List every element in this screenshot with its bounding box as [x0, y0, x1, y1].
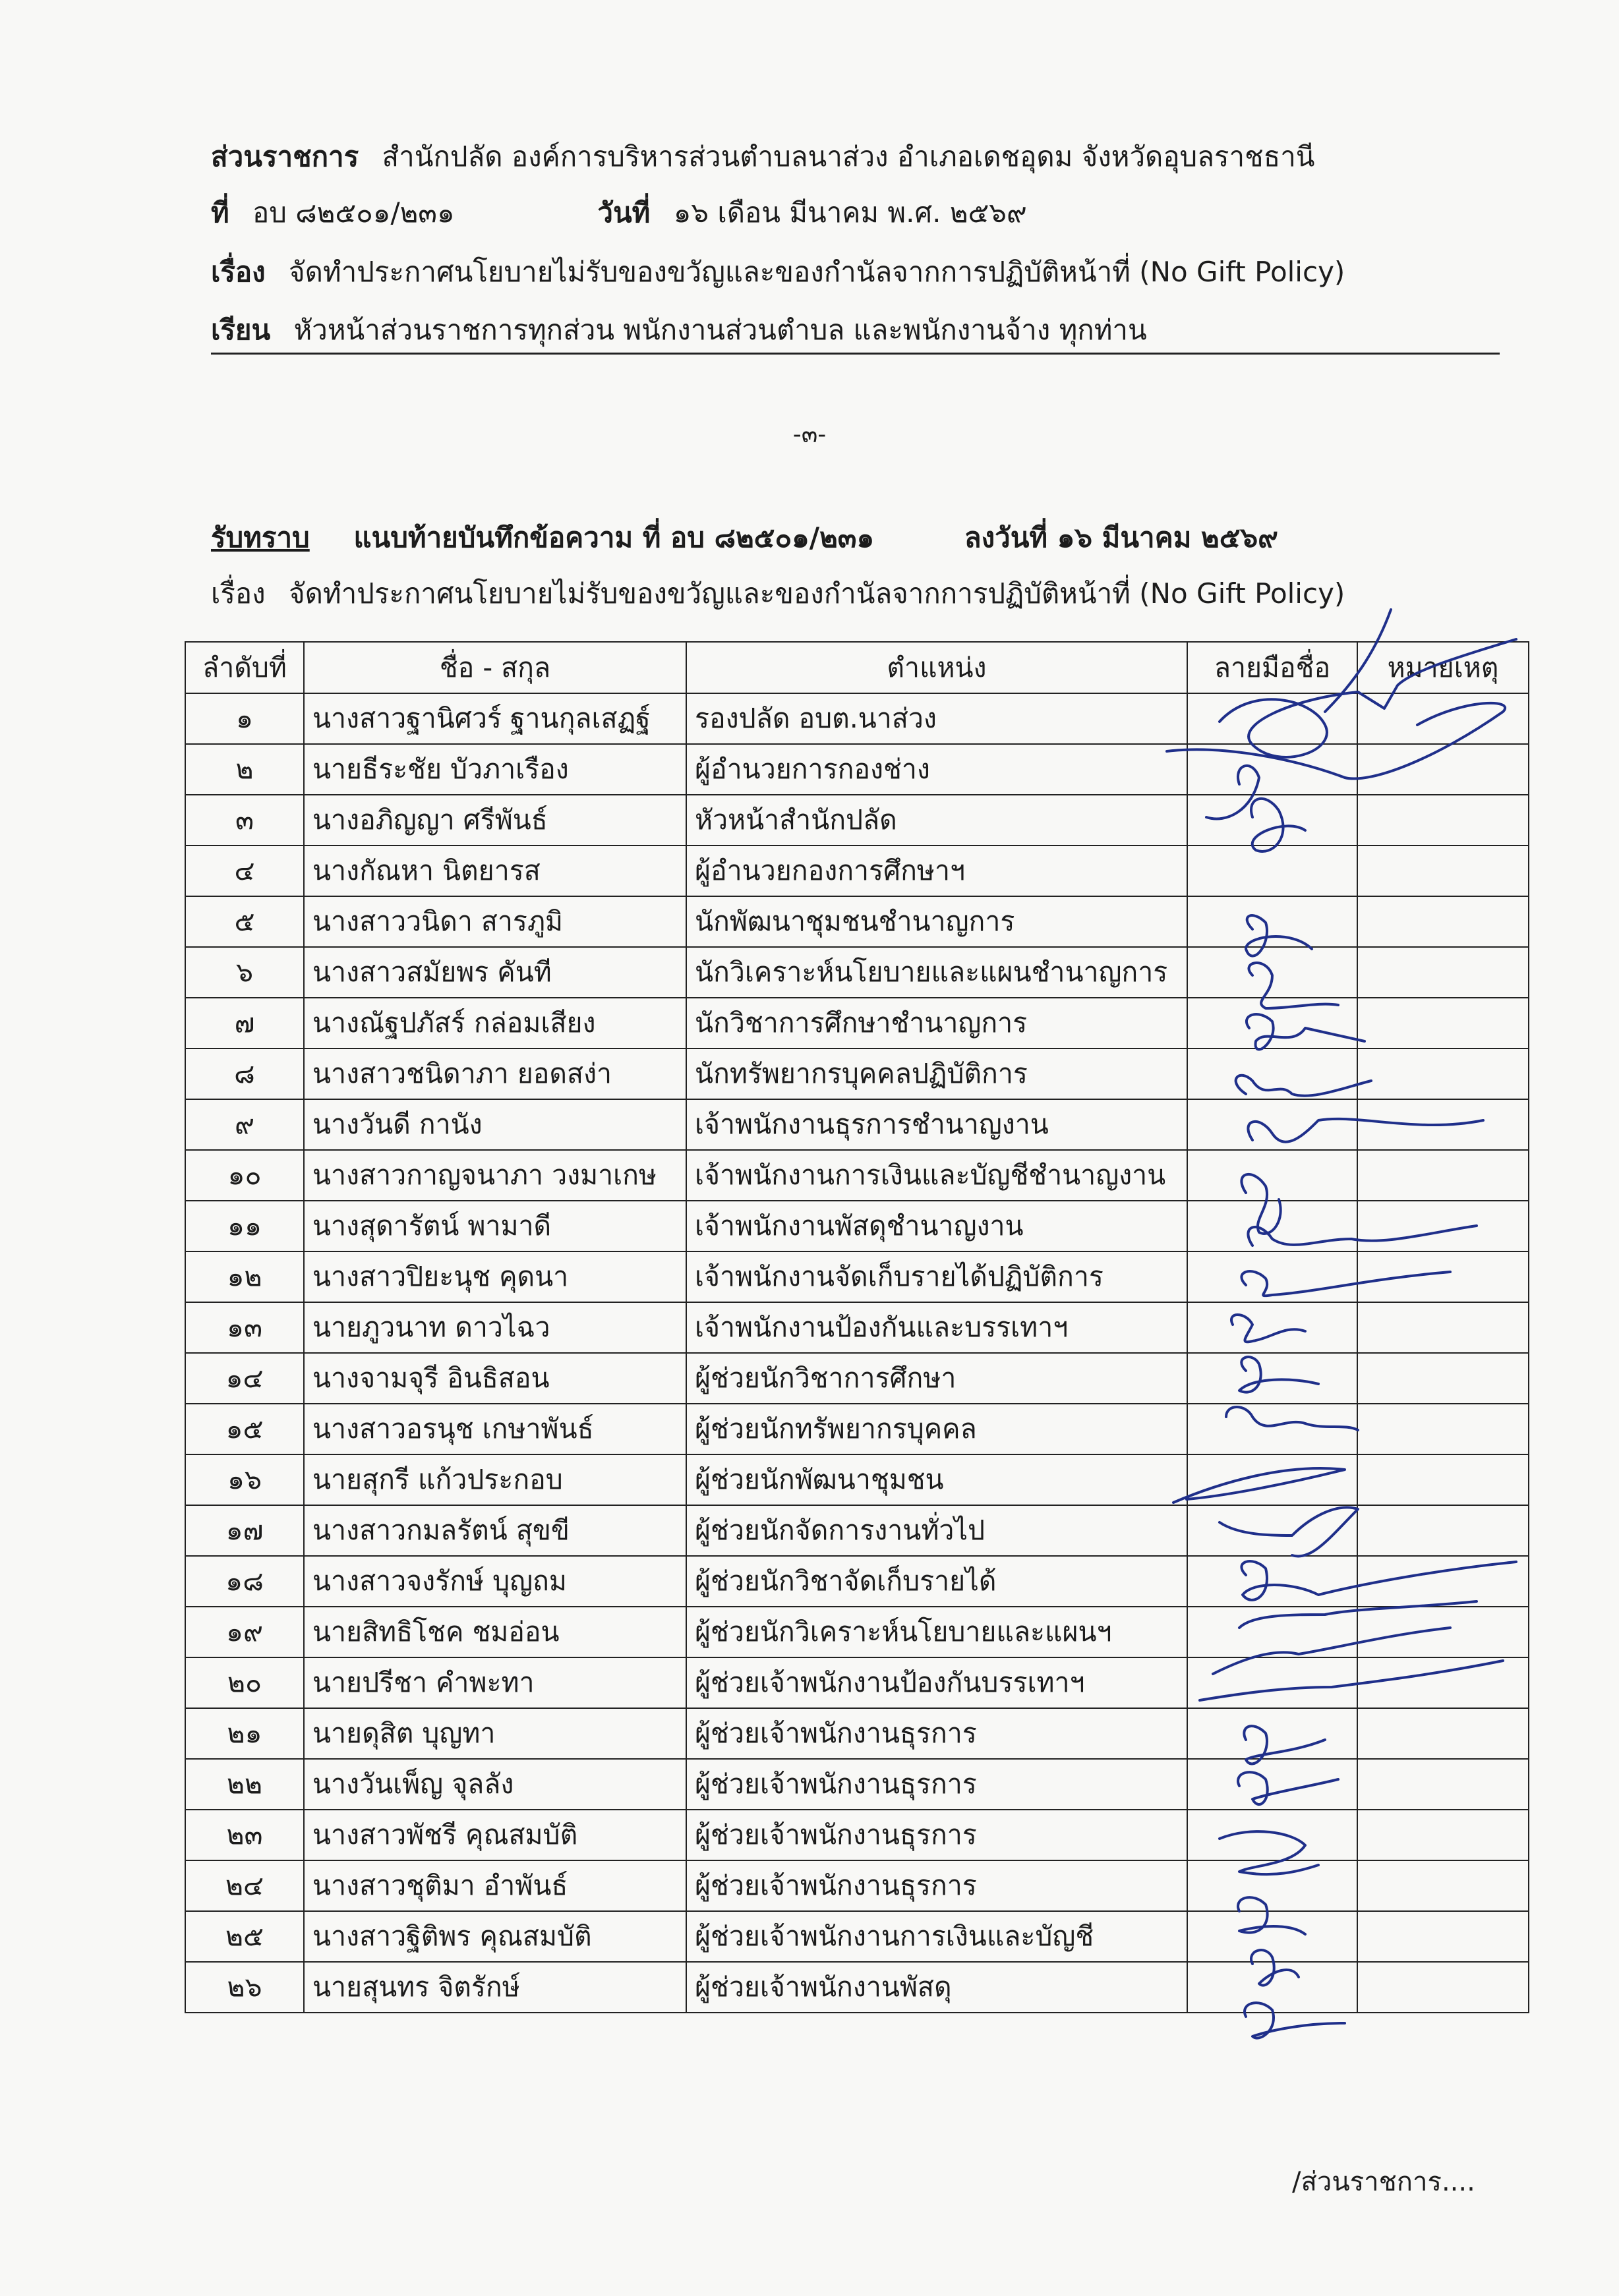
row-number: ๖: [185, 947, 304, 998]
row-number: ๒: [185, 744, 304, 795]
person-name: นางสาวฐิติพร คุณสมบัติ: [304, 1911, 686, 1962]
row-number: ๓: [185, 795, 304, 846]
person-name: นางสาวพัชรี คุณสมบัติ: [304, 1810, 686, 1860]
ref-label: ที่: [211, 196, 229, 229]
person-name: นางสุดารัตน์ พามาดี: [304, 1201, 686, 1251]
signature-cell: [1187, 1759, 1357, 1810]
note-cell: [1357, 1962, 1529, 2013]
person-name: นางสาววนิดา สารภูมิ: [304, 896, 686, 947]
person-position: ผู้ช่วยนักพัฒนาชุมชน: [686, 1454, 1187, 1505]
row-number: ๑๐: [185, 1150, 304, 1201]
person-position: ผู้ช่วยเจ้าพนักงานธุรการ: [686, 1708, 1187, 1759]
person-name: นายสุนทร จิตรักษ์: [304, 1962, 686, 2013]
person-name: นางอภิญญา ศรีพันธ์: [304, 795, 686, 846]
person-name: นายปรีชา คำพะทา: [304, 1657, 686, 1708]
signature-cell: [1187, 1505, 1357, 1556]
row-number: ๒๑: [185, 1708, 304, 1759]
person-position: ผู้ช่วยเจ้าพนักงานป้องกันบรรเทาฯ: [686, 1657, 1187, 1708]
signature-cell: [1187, 947, 1357, 998]
person-name: นางสาวกาญจนาภา วงมาเกษ: [304, 1150, 686, 1201]
note-cell: [1357, 896, 1529, 947]
table-row: [185, 693, 1529, 744]
row-number: ๒๒: [185, 1759, 304, 1810]
table-row: [185, 1454, 1529, 1505]
person-name: นางสาวปิยะนุช คุดนา: [304, 1251, 686, 1302]
table-row: [185, 1860, 1529, 1911]
table-row: [185, 1099, 1529, 1150]
row-number: ๑๕: [185, 1404, 304, 1454]
agency-value: สำนักปลัด องค์การบริหารส่วนตำบลนาส่วง อำเภอเดชอุดม จังหวัดอุบลราชธานี: [382, 140, 1315, 173]
row-number: ๗: [185, 998, 304, 1048]
header-position: ตำแหน่ง: [686, 642, 1187, 693]
person-position: ผู้อำนวยกองการศึกษาฯ: [686, 846, 1187, 896]
table-row: [185, 846, 1529, 896]
acknowledge-subject-label: เรื่อง: [211, 577, 266, 610]
acknowledge-line: [211, 516, 1278, 560]
note-cell: [1357, 1048, 1529, 1099]
person-name: นางสาวจงรักษ์ บุญถม: [304, 1556, 686, 1607]
person-name: นายดุสิต บุญทา: [304, 1708, 686, 1759]
table-row: [185, 795, 1529, 846]
note-cell: [1357, 1353, 1529, 1404]
person-name: นางกัณหา นิตยารส: [304, 846, 686, 896]
row-number: ๑๒: [185, 1251, 304, 1302]
person-position: ผู้ช่วยนักวิชาจัดเก็บรายได้: [686, 1556, 1187, 1607]
row-number: ๒๕: [185, 1911, 304, 1962]
signature-cell: [1187, 1404, 1357, 1454]
note-cell: [1357, 1911, 1529, 1962]
person-name: นางสาวชุติมา อำพันธ์: [304, 1860, 686, 1911]
signature-cell: [1187, 795, 1357, 846]
header-note: หมายเหตุ: [1357, 642, 1529, 693]
person-position: นักทรัพยากรบุคคลปฏิบัติการ: [686, 1048, 1187, 1099]
table-body: [185, 693, 1529, 2013]
signature-cell: [1187, 693, 1357, 744]
person-name: นางวันดี กานัง: [304, 1099, 686, 1150]
table-row: [185, 1657, 1529, 1708]
table-row: [185, 1810, 1529, 1860]
signature-cell: [1187, 1048, 1357, 1099]
table-row: [185, 1404, 1529, 1454]
note-cell: [1357, 1201, 1529, 1251]
person-position: ผู้ช่วยนักวิเคราะห์นโยบายและแผนฯ: [686, 1607, 1187, 1657]
person-name: นายธีระชัย บัวภาเรือง: [304, 744, 686, 795]
acknowledge-subject-value: จัดทำประกาศนโยบายไม่รับของขวัญและของกำนัลจากการปฏิบัติหน้าที่ (No Gift Policy): [289, 577, 1345, 610]
note-cell: [1357, 1251, 1529, 1302]
table-row: [185, 947, 1529, 998]
person-position: ผู้ช่วยนักจัดการงานทั่วไป: [686, 1505, 1187, 1556]
table-row: [185, 998, 1529, 1048]
person-position: หัวหน้าสำนักปลัด: [686, 795, 1187, 846]
person-position: นักวิชาการศึกษาชำนาญการ: [686, 998, 1187, 1048]
note-cell: [1357, 1150, 1529, 1201]
row-number: ๑๙: [185, 1607, 304, 1657]
person-position: ผู้ช่วยเจ้าพนักงานพัสดุ: [686, 1962, 1187, 2013]
person-position: เจ้าพนักงานจัดเก็บรายได้ปฏิบัติการ: [686, 1251, 1187, 1302]
table-row: [185, 1607, 1529, 1657]
person-position: ผู้ช่วยนักทรัพยากรบุคคล: [686, 1404, 1187, 1454]
signature-cell: [1187, 1099, 1357, 1150]
row-number: ๕: [185, 896, 304, 947]
note-cell: [1357, 744, 1529, 795]
subject-label: เรื่อง: [211, 256, 266, 288]
note-cell: [1357, 1404, 1529, 1454]
table-row: [185, 744, 1529, 795]
signature-cell: [1187, 1607, 1357, 1657]
note-cell: [1357, 1556, 1529, 1607]
signature-cell: [1187, 896, 1357, 947]
header-divider: [211, 353, 1500, 355]
person-name: นางสาวอรนุช เกษาพันธ์: [304, 1404, 686, 1454]
person-position: เจ้าพนักงานป้องกันและบรรเทาฯ: [686, 1302, 1187, 1353]
row-number: ๑: [185, 693, 304, 744]
person-position: ผู้อำนวยการกองช่าง: [686, 744, 1187, 795]
person-name: นางสาวกมลรัตน์ สุขขี: [304, 1505, 686, 1556]
table-row: [185, 1556, 1529, 1607]
signature-cell: [1187, 1911, 1357, 1962]
note-cell: [1357, 998, 1529, 1048]
person-position: ผู้ช่วยเจ้าพนักงานธุรการ: [686, 1860, 1187, 1911]
row-number: ๒๖: [185, 1962, 304, 2013]
signature-cell: [1187, 1201, 1357, 1251]
acknowledge-subject-line: [211, 572, 1345, 616]
signature-cell: [1187, 1810, 1357, 1860]
row-number: ๒๔: [185, 1860, 304, 1911]
table-row: [185, 1251, 1529, 1302]
person-position: ผู้ช่วยเจ้าพนักงานการเงินและบัญชี: [686, 1911, 1187, 1962]
note-cell: [1357, 1454, 1529, 1505]
person-name: นางสาวชนิดาภา ยอดสง่า: [304, 1048, 686, 1099]
table-row: [185, 1302, 1529, 1353]
signature-cell: [1187, 998, 1357, 1048]
person-name: นางวันเพ็ญ จุลลัง: [304, 1759, 686, 1810]
header-no: ลำดับที่: [185, 642, 304, 693]
person-position: ผู้ช่วยนักวิชาการศึกษา: [686, 1353, 1187, 1404]
person-name: นายภูวนาท ดาวไฉว: [304, 1302, 686, 1353]
table-row: [185, 1708, 1529, 1759]
row-number: ๑๔: [185, 1353, 304, 1404]
row-number: ๑๖: [185, 1454, 304, 1505]
signature-cell: [1187, 1556, 1357, 1607]
table-row: [185, 1353, 1529, 1404]
row-number: ๑๓: [185, 1302, 304, 1353]
agency-line: [211, 135, 1315, 179]
person-name: นายสุกรี แก้วประกอบ: [304, 1454, 686, 1505]
note-cell: [1357, 947, 1529, 998]
signature-cell: [1187, 1860, 1357, 1911]
person-name: นางสาวฐานิศวร์ ฐานกุลเสฏฐ์: [304, 693, 686, 744]
row-number: ๔: [185, 846, 304, 896]
table-row: [185, 1962, 1529, 2013]
reference-line: [211, 191, 1027, 235]
table-row: [185, 1505, 1529, 1556]
acknowledge-date: ลงวันที่ ๑๖ มีนาคม ๒๕๖๙: [964, 521, 1278, 554]
continuation-footer: /ส่วนราชการ....: [1292, 2167, 1475, 2197]
note-cell: [1357, 1810, 1529, 1860]
note-cell: [1357, 1708, 1529, 1759]
acknowledge-label: รับทราบ: [211, 521, 310, 554]
table-row: [185, 1150, 1529, 1201]
person-name: นายสิทธิโชค ชมอ่อน: [304, 1607, 686, 1657]
row-number: ๑๘: [185, 1556, 304, 1607]
person-position: นักวิเคราะห์นโยบายและแผนชำนาญการ: [686, 947, 1187, 998]
note-cell: [1357, 1302, 1529, 1353]
ref-value: อบ ๘๒๕๐๑/๒๓๑: [252, 196, 455, 229]
signature-cell: [1187, 1657, 1357, 1708]
person-position: เจ้าพนักงานพัสดุชำนาญงาน: [686, 1201, 1187, 1251]
date-label: วันที่: [597, 196, 651, 229]
table-row: [185, 1048, 1529, 1099]
signature-cell: [1187, 1302, 1357, 1353]
row-number: ๒๓: [185, 1810, 304, 1860]
signature-cell: [1187, 1708, 1357, 1759]
person-position: รองปลัด อบต.นาส่วง: [686, 693, 1187, 744]
page-number: -๓-: [792, 421, 827, 448]
acknowledge-text: แนบท้ายบันทึกข้อความ ที่ อบ ๘๒๕๐๑/๒๓๑: [353, 521, 875, 554]
agency-label: ส่วนราชการ: [211, 140, 359, 173]
header-name: ชื่อ - สกุล: [304, 642, 686, 693]
person-position: ผู้ช่วยเจ้าพนักงานธุรการ: [686, 1759, 1187, 1810]
row-number: ๑๑: [185, 1201, 304, 1251]
person-name: นางสาวสมัยพร คันที: [304, 947, 686, 998]
signature-cell: [1187, 1251, 1357, 1302]
date-value: ๑๖ เดือน มีนาคม พ.ศ. ๒๕๖๙: [673, 196, 1027, 229]
table-row: [185, 896, 1529, 947]
note-cell: [1357, 1657, 1529, 1708]
table-header-row: [185, 642, 1529, 693]
note-cell: [1357, 693, 1529, 744]
row-number: ๑๗: [185, 1505, 304, 1556]
signature-cell: [1187, 1962, 1357, 2013]
signature-cell: [1187, 846, 1357, 896]
note-cell: [1357, 1099, 1529, 1150]
person-position: เจ้าพนักงานการเงินและบัญชีชำนาญงาน: [686, 1150, 1187, 1201]
to-label: เรียน: [211, 314, 271, 346]
person-name: นางณัฐปภัสร์ กล่อมเสียง: [304, 998, 686, 1048]
table-row: [185, 1911, 1529, 1962]
signature-roster-table: [185, 641, 1529, 2013]
note-cell: [1357, 846, 1529, 896]
to-line: [211, 308, 1147, 352]
table-row: [185, 1201, 1529, 1251]
note-cell: [1357, 1607, 1529, 1657]
signature-cell: [1187, 1353, 1357, 1404]
person-name: นางจามจุรี อินธิสอน: [304, 1353, 686, 1404]
signature-cell: [1187, 1454, 1357, 1505]
person-position: ผู้ช่วยเจ้าพนักงานธุรการ: [686, 1810, 1187, 1860]
person-position: นักพัฒนาชุมชนชำนาญการ: [686, 896, 1187, 947]
subject-value: จัดทำประกาศนโยบายไม่รับของขวัญและของกำนัลจากการปฏิบัติหน้าที่ (No Gift Policy): [289, 256, 1345, 288]
row-number: ๒๐: [185, 1657, 304, 1708]
signature-cell: [1187, 1150, 1357, 1201]
table-row: [185, 1759, 1529, 1810]
to-value: หัวหน้าส่วนราชการทุกส่วน พนักงานส่วนตำบล และพนักงานจ้าง ทุกท่าน: [293, 314, 1147, 346]
note-cell: [1357, 1860, 1529, 1911]
row-number: ๘: [185, 1048, 304, 1099]
person-position: เจ้าพนักงานธุรการชำนาญงาน: [686, 1099, 1187, 1150]
subject-line: [211, 250, 1345, 294]
note-cell: [1357, 1759, 1529, 1810]
signature-cell: [1187, 744, 1357, 795]
note-cell: [1357, 795, 1529, 846]
header-signature: ลายมือชื่อ: [1187, 642, 1357, 693]
note-cell: [1357, 1505, 1529, 1556]
row-number: ๙: [185, 1099, 304, 1150]
